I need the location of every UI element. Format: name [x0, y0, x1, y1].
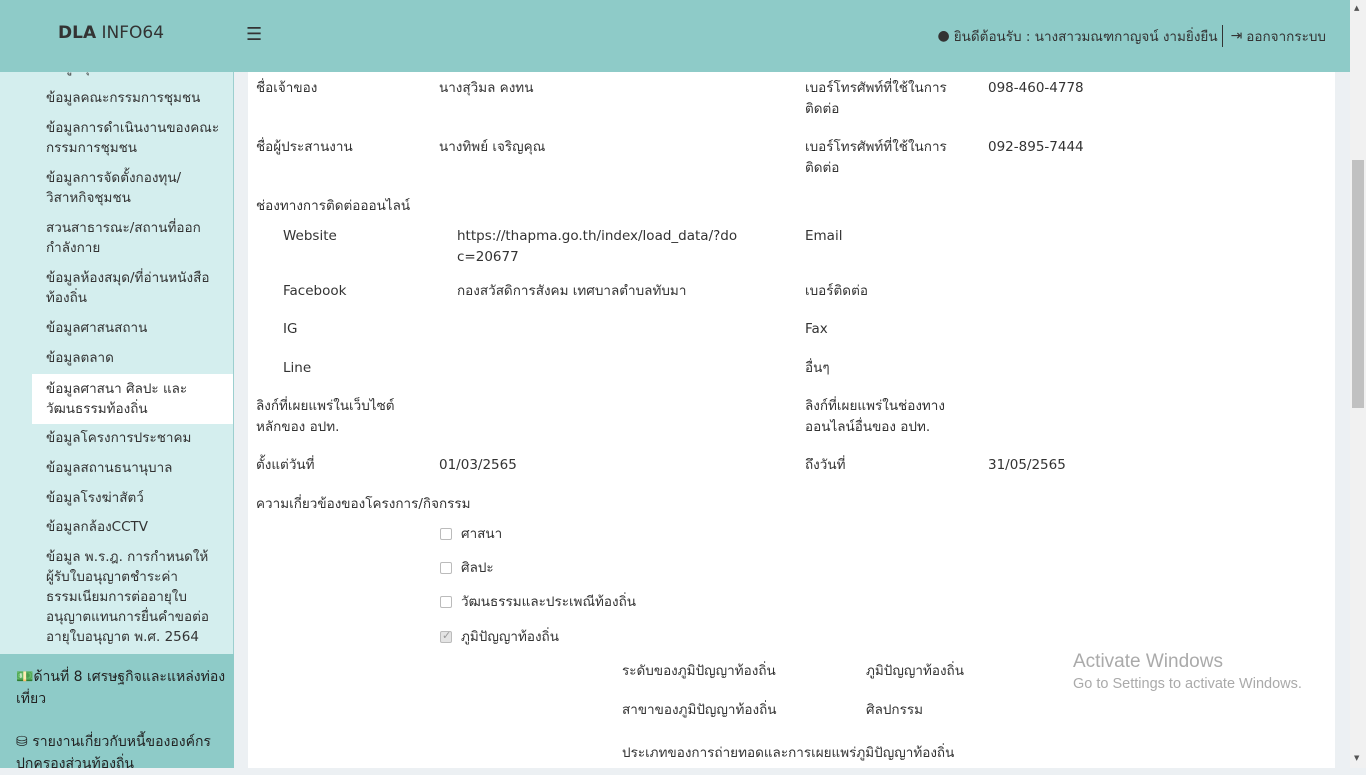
windows-activation-subtitle: Go to Settings to activate Windows. — [1073, 676, 1302, 692]
to-date-label: ถึงวันที่ — [805, 457, 846, 473]
sidebar-item-public-park[interactable]: สวนสาธารณะ/สถานที่ออกกำลังกาย — [46, 220, 201, 256]
owner-label: ชื่อเจ้าของ — [256, 80, 318, 96]
wisdom-level-value: ภูมิปัญญาท้องถิ่น — [866, 663, 964, 679]
sidebar-main-items — [0, 654, 234, 772]
page-scrollbar[interactable] — [1350, 0, 1366, 768]
checkbox-local-wisdom[interactable] — [440, 631, 452, 643]
user-area — [938, 25, 1326, 47]
sidebar-item-religious-place[interactable]: ข้อมูลศาสนสถาน — [46, 320, 148, 336]
owner-phone-label: เบอร์โทรศัพท์ที่ใช้ในการติดต่อ — [805, 80, 947, 117]
coordinator-value: นางทิพย์ เจริญคุณ — [439, 139, 546, 155]
website-link[interactable]: https://thapma.go.th/index/load_data/?doc=20677 — [457, 228, 738, 265]
from-date-label: ตั้งแต่วันที่ — [256, 457, 315, 473]
checkbox-religion[interactable] — [440, 528, 452, 540]
owner-value: นางสุวิมล คงทน — [439, 80, 534, 96]
owner-phone-value: 098-460-4778 — [988, 80, 1084, 96]
ig-label: IG — [283, 321, 298, 337]
sidebar — [0, 72, 234, 772]
sidebar-item-community-committee[interactable]: ข้อมูลคณะกรรมการชุมชน — [46, 90, 201, 106]
coordinator-phone-value: 092-895-7444 — [988, 139, 1084, 155]
scroll-down-arrow-icon[interactable]: ▼ — [1354, 754, 1360, 762]
other-channel-link-label: ลิงก์ที่เผยแพร่ในช่องทางออนไลน์อื่นของ อปท. — [805, 398, 945, 435]
sidebar-item-public-forum[interactable]: ข้อมูลโครงการประชาคม — [46, 430, 192, 446]
money-icon: 💵 — [16, 669, 34, 685]
sidebar-item-debt-report[interactable]: ⛁ รายงานเกี่ยวกับหนี้ขององค์กรปกครองส่วนท้องถิ่น — [16, 734, 211, 772]
logout-link[interactable]: ออกจากระบบ — [1246, 29, 1326, 45]
welcome-text: ยินดีต้อนรับ : นางสาวมณฑกาญจน์ งามยิ่งยืน — [953, 29, 1218, 45]
user-circle-icon: ● — [937, 28, 950, 44]
sidebar-submenu — [0, 72, 234, 654]
checkbox-art[interactable] — [440, 562, 452, 574]
sidebar-item-cctv[interactable]: ข้อมูลกล้องCCTV — [46, 519, 148, 535]
sidebar-item-religion-art-culture[interactable]: ข้อมูลศาสนา ศิลปะ และวัฒนธรรมท้องถิ่น — [32, 374, 233, 424]
sidebar-item-library[interactable]: ข้อมูลห้องสมุด/ที่อ่านหนังสือท้องถิ่น — [46, 270, 210, 306]
coordinator-phone-label: เบอร์โทรศัพท์ที่ใช้ในการติดต่อ — [805, 139, 947, 176]
coordinator-label: ชื่อผู้ประสานงาน — [256, 139, 353, 155]
sidebar-item-license-fee-decree[interactable]: ข้อมูล พ.ร.ฎ. การกำหนดให้ผู้รับใบอนุญาตชำระค่าธรรมเนียมการต่ออายุใบอนุญาตแทนการยื่นคำขอต่ออายุใบอนุญาต พ.ศ. 2564 — [46, 549, 209, 645]
to-date-value: 31/05/2565 — [988, 457, 1066, 473]
sidebar-item-fund-enterprise[interactable]: ข้อมูลการจัดตั้งกองทุน/วิสาหกิจชุมชน — [46, 170, 182, 206]
checkbox-culture-tradition[interactable] — [440, 596, 452, 608]
other-label: อื่นๆ — [805, 360, 830, 376]
facebook-label: Facebook — [283, 283, 347, 299]
sidebar-item-market[interactable]: ข้อมูลตลาด — [46, 350, 114, 366]
facebook-value: กองสวัสดิการสังคม เทศบาลตำบลทับมา — [457, 283, 687, 299]
wisdom-branch-value: ศิลปกรรม — [866, 702, 923, 718]
checkbox-religion-label: ศาสนา — [461, 526, 503, 542]
email-label: Email — [805, 228, 843, 244]
sidebar-item-slaughterhouse[interactable]: ข้อมูลโรงฆ่าสัตว์ — [46, 490, 144, 506]
wisdom-level-label: ระดับของภูมิปัญญาท้องถิ่น — [622, 663, 776, 679]
wisdom-branch-label: สาขาของภูมิปัญญาท้องถิ่น — [622, 702, 777, 718]
hamburger-icon[interactable]: ☰ — [246, 24, 263, 45]
checkbox-local-wisdom-label: ภูมิปัญญาท้องถิ่น — [461, 629, 559, 645]
brand-logo[interactable]: DLA INFO64 — [58, 23, 165, 43]
checkbox-art-label: ศิลปะ — [461, 560, 494, 576]
transfer-type-label: ประเภทของการถ่ายทอดและการเผยแพร่ภูมิปัญญาท้องถิ่น — [622, 745, 955, 761]
top-navbar — [0, 0, 1350, 72]
coins-icon: ⛁ — [16, 734, 33, 750]
checkbox-culture-tradition-label: วัฒนธรรมและประเพณีท้องถิ่น — [461, 594, 636, 610]
website-label: Website — [283, 228, 337, 244]
sidebar-item-economy-tourism[interactable]: 💵ด้านที่ 8 เศรษฐกิจและแหล่งท่องเที่ยว — [16, 669, 226, 707]
sidebar-item-committee-operations[interactable]: ข้อมูลการดำเนินงานของคณะกรรมการชุมชน — [46, 120, 220, 156]
sidebar-item-pawnshop[interactable]: ข้อมูลสถานธนานุบาล — [46, 460, 173, 476]
contact-number-label: เบอร์ติดต่อ — [805, 283, 868, 299]
line-label: Line — [283, 360, 312, 376]
from-date-value: 01/03/2565 — [439, 457, 517, 473]
fax-label: Fax — [805, 321, 828, 337]
separator — [1222, 25, 1223, 47]
main-site-link-label: ลิงก์ที่เผยแพร่ในเว็บไซต์หลักของ อปท. — [256, 398, 395, 435]
scroll-thumb[interactable] — [1352, 160, 1364, 408]
scroll-up-arrow-icon[interactable]: ▲ — [1354, 4, 1360, 12]
windows-activation-title: Activate Windows — [1073, 651, 1223, 672]
online-channels-heading: ช่องทางการติดต่อออนไลน์ — [256, 198, 411, 214]
sign-out-icon[interactable]: ⇥ — [1230, 28, 1243, 44]
relation-heading: ความเกี่ยวข้องของโครงการ/กิจกรรม — [256, 496, 471, 512]
